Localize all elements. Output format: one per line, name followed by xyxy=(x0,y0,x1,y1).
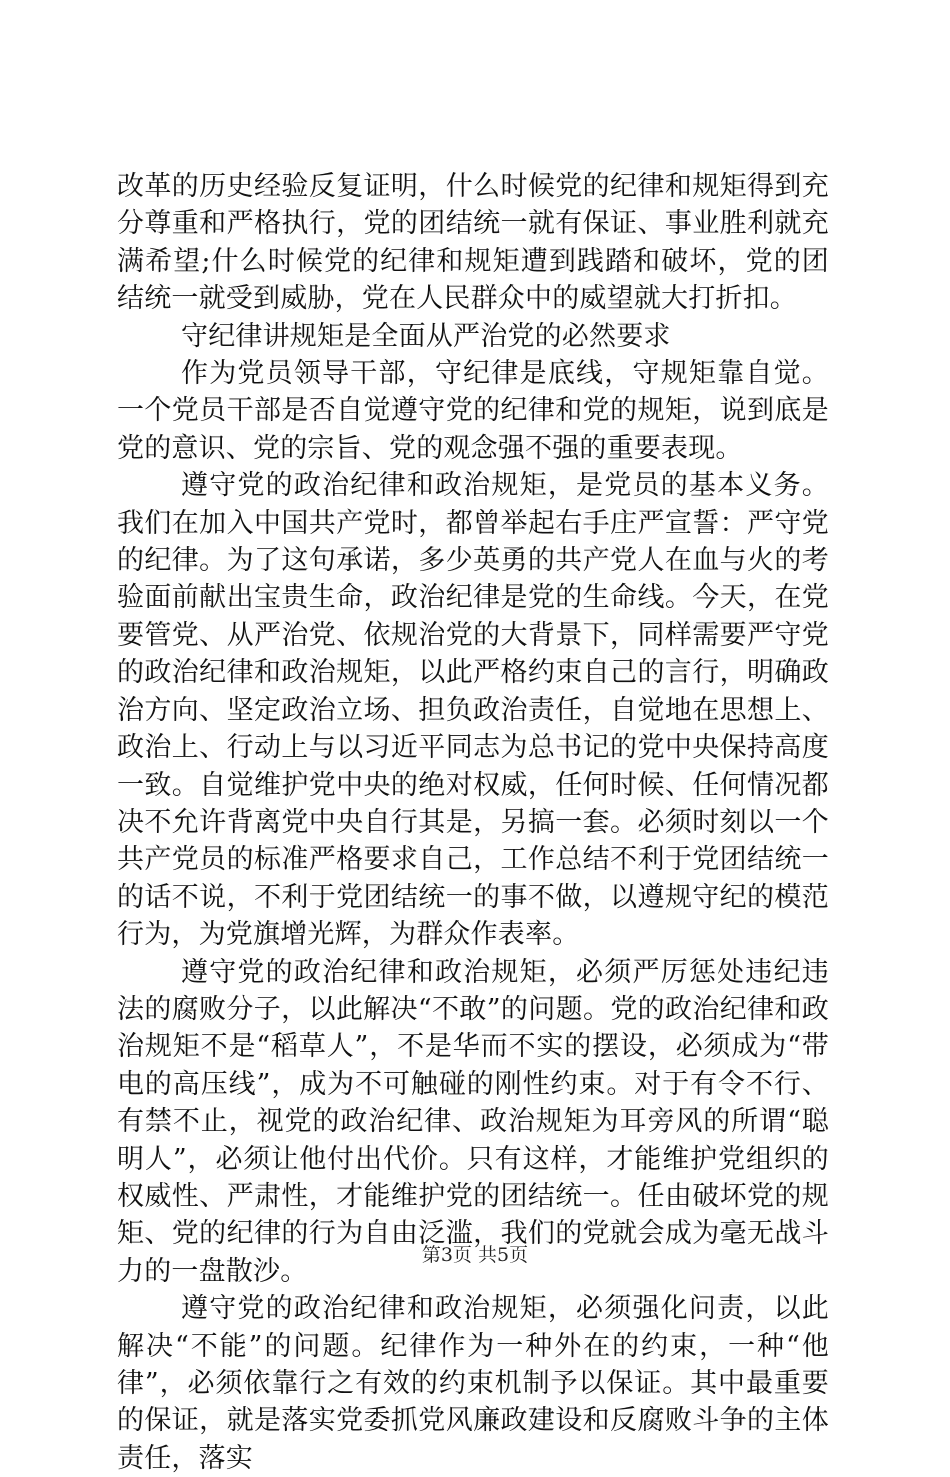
document-body xyxy=(117,168,829,1477)
paragraph: 作为党员领导干部，守纪律是底线，守规矩靠自觉。一个党员干部是否自觉遵守党的纪律和党的规矩，说到底是党的意识、党的宗旨、党的观念强不强的重要表现。 xyxy=(117,358,829,464)
paragraph: 遵守党的政治纪律和政治规矩，是党员的基本义务。我们在加入中国共产党时，都曾举起右手庄严宣誓：严守党的纪律。为了这句承诺，多少英勇的共产党人在血与火的考验面前献出宝贵生命，政治纪律是党的生命线。今天，在党要管党、从严治党、依规治党的大背景下，同样需要严守党的政治纪律和政治规矩，以此严格约束自己的言行，明确政治方向、坚定政治立场、担负政治责任，自觉地在思想上、政治上、行动上与以习近平同志为总书记的党中央保持高度一致。自觉维护党中央的绝对权威，任何时候、任何情况都决不允许背离党中央自行其是，另搞一套。必须时刻以一个共产党员的标准严格要求自己，工作总结不利于党团结统一的话不说，不利于党团结统一的事不做，以遵规守纪的模范行为，为党旗增光辉，为群众作表率。 xyxy=(117,470,829,951)
paragraph-continuation: 改革的历史经验反复证明，什么时候党的纪律和规矩得到充分尊重和严格执行，党的团结统一就有保证、事业胜利就充满希望;什么时候党的纪律和规矩遭到践踏和破坏，党的团结统一就受到威胁，党在人民群众中的威望就大打折扣。 xyxy=(117,171,829,315)
section-heading: 守纪律讲规矩是全面从严治党的必然要求 xyxy=(181,320,671,352)
page-number-footer: 第3页 共5页 xyxy=(421,1244,529,1266)
paragraph: 遵守党的政治纪律和政治规矩，必须严厉惩处违纪违法的腐败分子，以此解决“不敢”的问题。党的政治纪律和政治规矩不是“稻草人”，不是华而不实的摆设，必须成为“带电的高压线”，成为不可触碰的刚性约束。对于有令不行、有禁不止，视党的政治纪律、政治规矩为耳旁风的所谓“聪明人”，必须让他付出代价。只有这样，才能维护党组织的权威性、严肃性，才能维护党的团结统一。任由破坏党的规矩、党的纪律的行为自由泛滥，我们的党就会成为毫无战斗力的一盘散沙。 xyxy=(117,956,829,1287)
paragraph: 遵守党的政治纪律和政治规矩，必须强化问责，以此解决“不能”的问题。纪律作为一种外在的约束，一种“他律”，必须依靠行之有效的约束机制予以保证。其中最重要的保证，就是落实党委抓党风廉政建设和反腐败斗争的主体责任，落实 xyxy=(117,1293,829,1474)
